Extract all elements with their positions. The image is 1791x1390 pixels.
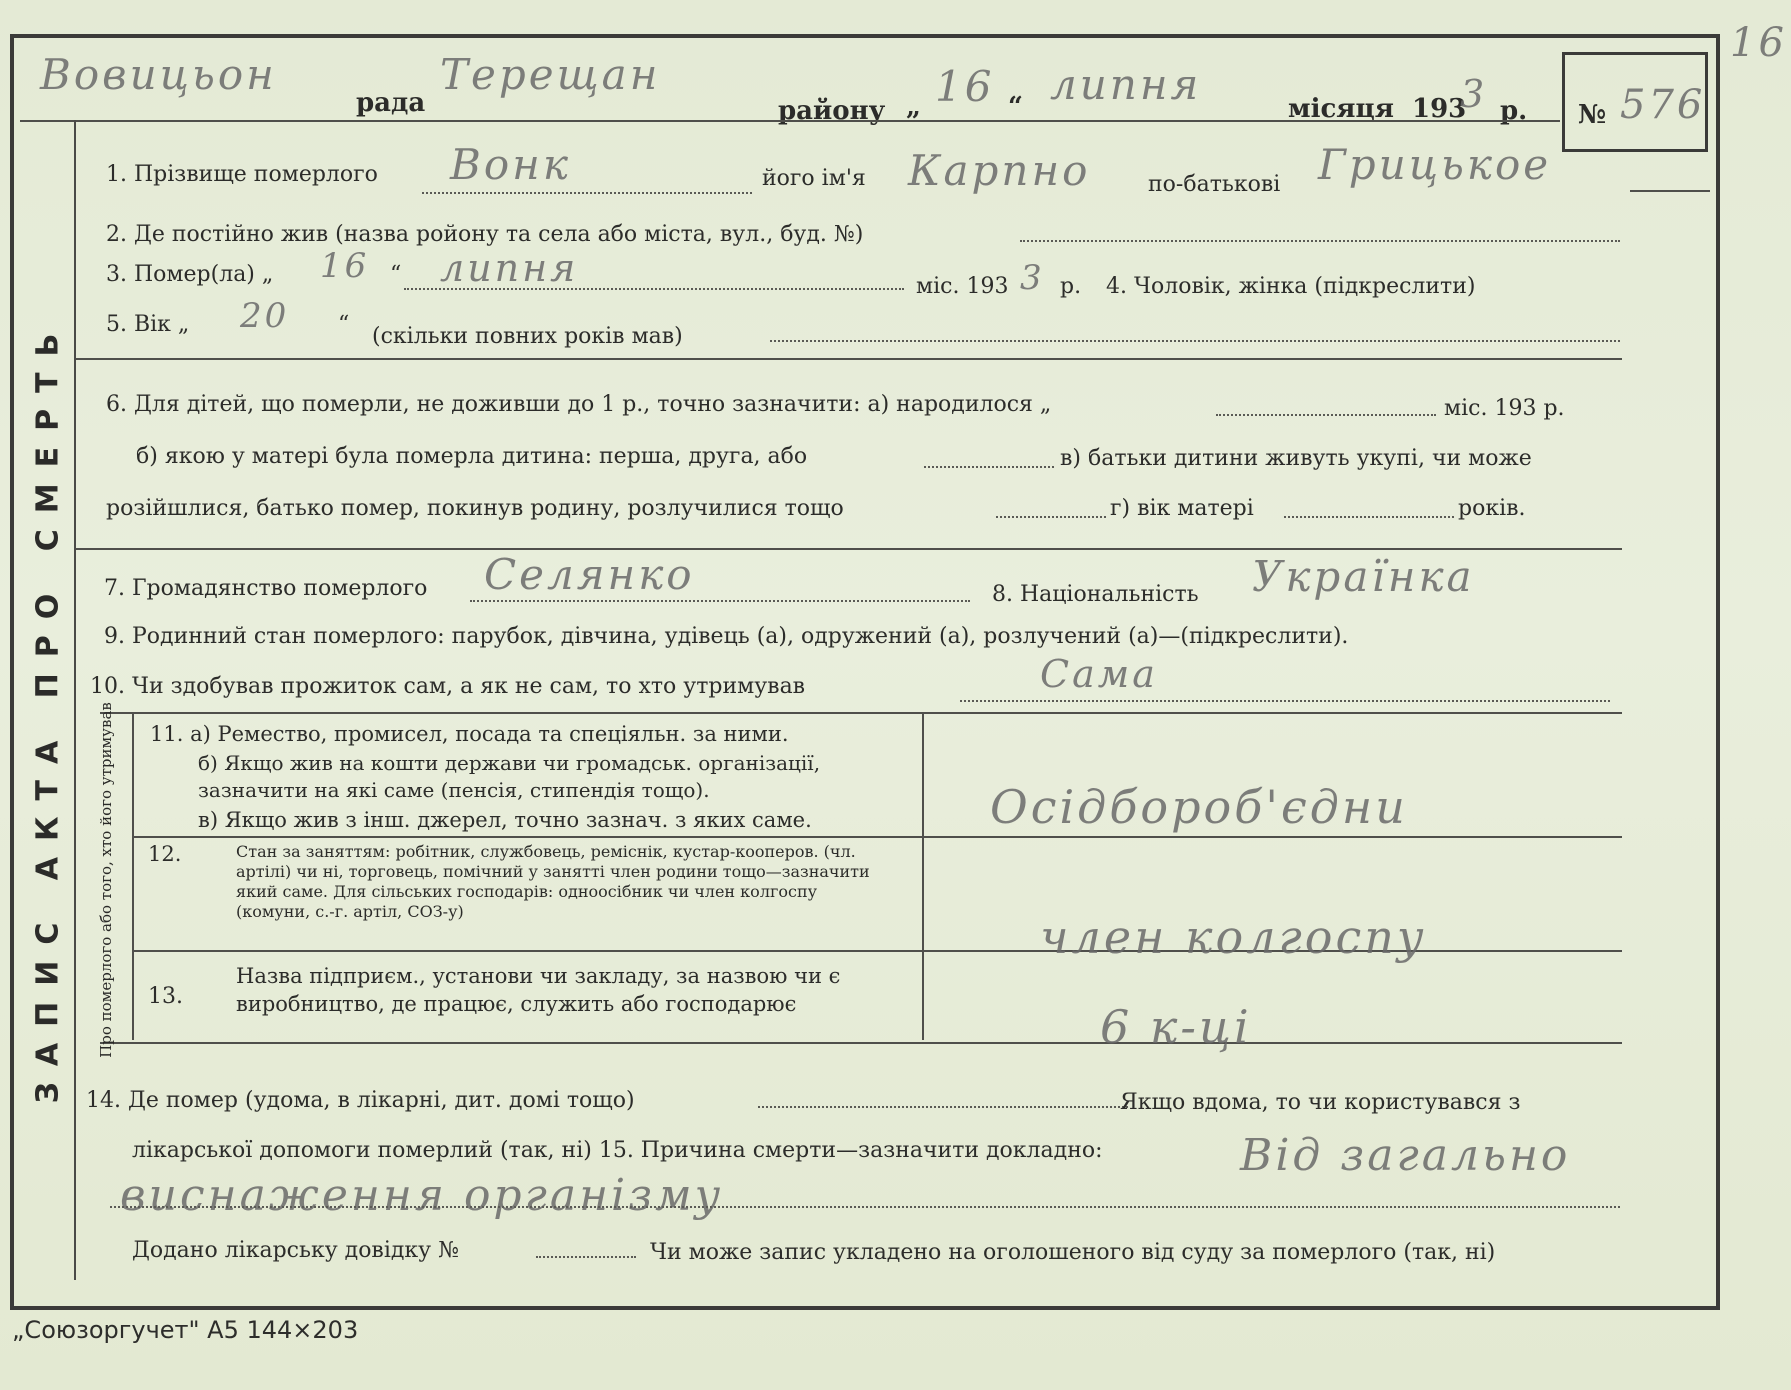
field-6-line3: розійшлися, батько помер, покинув родину, розлучилися тощо <box>106 496 844 521</box>
field-8-value: Українка <box>1252 552 1475 601</box>
field-12-num: 12. <box>148 842 182 866</box>
field-10-label: 10. Чи здобував прожиток сам, а як не сам, то хто утримував <box>90 674 806 699</box>
field-3-r: р. <box>1060 274 1082 299</box>
field-11-value: Осідбороб'єдни <box>990 780 1408 834</box>
field-15-line <box>110 1206 1620 1208</box>
field-12-text: Стан за заняттям: робітник, службовець, реміснік, кустар-кооперов. (чл. артілі) чи ні, торговець, помічний у занятті член родини тощо—зазначити який саме. Для сільських господарів: одноосібник чи член колгоспу (комуни, с.-г. артіл, СОЗ-у) <box>236 842 870 921</box>
field-2-line <box>1020 240 1620 242</box>
field-16-rest: Чи може запис укладено на оголошеного від суду за померлого (так, ні) <box>650 1240 1496 1265</box>
day-quote-close: “ <box>1008 92 1023 122</box>
field-8-label: 8. Національність <box>992 582 1199 607</box>
field-11a: 11. а) Ремество, промисел, посада та спеціяльн. за ними. <box>150 722 789 746</box>
field-14-line <box>758 1106 1128 1108</box>
month-handwritten: липня <box>1050 60 1202 109</box>
raion-handwritten: Терещан <box>440 50 661 99</box>
field-13-value: 6 к-ці <box>1100 1000 1252 1054</box>
field-1-name-label: його ім'я <box>762 166 866 191</box>
field-11c: в) Якщо жив з інш. джерел, точно зазнач. з яких саме. <box>198 808 812 832</box>
raion-label: району <box>778 96 886 126</box>
field-1-patronymic: Грицькое <box>1318 140 1552 189</box>
field-1-patronymic-label: по-батькові <box>1148 172 1281 197</box>
field-13-num: 13. <box>148 984 183 1009</box>
field-6-line2-blank <box>924 466 1054 468</box>
field-2-label: 2. Де постійно жив (назва ройону та села або міста, вул., буд. №) <box>106 222 864 247</box>
side-note: Про померлого або того, хто його утримував <box>97 702 116 1058</box>
field-4-label: 4. Чоловік, жінка (підкреслити) <box>1106 274 1476 299</box>
field-3-mis: міс. 193 <box>916 274 1009 299</box>
rada-label: рада <box>356 88 426 118</box>
field-5-quote: “ <box>338 312 350 337</box>
field-5-line <box>770 340 1620 342</box>
field-6-line2-end: в) батьки дитини живуть укупі, чи може <box>1060 446 1532 471</box>
field-11b: б) Якщо жив на кошти держави чи громадськ. організації, зазначити на які саме (пенсія, стипендія тощо). <box>198 751 821 802</box>
field-5-rest: (скільки повних років мав) <box>372 324 683 349</box>
day-quote-open: „ <box>906 92 921 122</box>
side-title: ЗАПИС АКТА ПРО СМЕРТЬ <box>30 317 66 1103</box>
field-3-day: 16 <box>320 246 370 286</box>
field-3-year: 3 <box>1020 258 1045 298</box>
field-1-box-edge <box>1630 190 1710 192</box>
field-5-age: 20 <box>240 296 290 336</box>
section-11-12-separator <box>132 836 1622 838</box>
corner-mark: 16 <box>1730 20 1787 66</box>
field-1-name: Карпно <box>908 146 1091 195</box>
field-6-line1-blank <box>1216 414 1436 416</box>
month-label: місяця <box>1288 94 1394 124</box>
section-11-mid-line <box>922 712 924 1040</box>
rada-handwritten: Вовицьон <box>40 50 277 99</box>
field-3-label: 3. Помер(ла) „ <box>106 262 274 287</box>
field-7-value: Селянко <box>484 550 695 599</box>
field-15-value-a: Від загально <box>1240 1130 1571 1181</box>
field-16-label: Додано лікарську довідку № <box>132 1238 459 1263</box>
print-footer: „Союзоргучет" А5 144×203 <box>12 1316 359 1344</box>
field-14-mid: Якщо вдома, то чи користувався з <box>1120 1090 1521 1115</box>
field-3-quote: “ <box>390 262 402 287</box>
number-label: № <box>1578 100 1607 130</box>
field-1-label: 1. Прізвище померлого <box>106 162 378 187</box>
number-handwritten: 576 <box>1620 82 1706 128</box>
field-6-line3-blank2 <box>1284 516 1454 518</box>
field-6-line1: 6. Для дітей, що померли, не доживши до 1 р., точно зазначити: а) народилося „ <box>106 392 1052 417</box>
year-printed: 193 <box>1412 94 1467 124</box>
field-9-label: 9. Родинний стан померлого: парубок, дівчина, удівець (а), одружений (а), розлучений (а)—(підкреслити). <box>104 624 1349 649</box>
separator-6-7 <box>76 548 1622 550</box>
field-3-line <box>404 288 904 290</box>
field-14-line2: лікарської допомоги померлий (так, ні) 15. Причина смерти—зазначити докладно: <box>132 1138 1103 1163</box>
field-10-line <box>960 700 1610 702</box>
field-12-value: член колгоспу <box>1040 910 1427 964</box>
field-7-label: 7. Громадянство померлого <box>104 576 428 601</box>
field-10-value: Сама <box>1040 652 1158 696</box>
field-1-surname-line <box>422 192 752 194</box>
field-6-line3-mid: г) вік матері <box>1110 496 1254 521</box>
year-handwritten: 3 <box>1460 72 1488 116</box>
field-15-value-b: виснаження організму <box>120 1170 724 1221</box>
field-6-line3-blank <box>996 516 1106 518</box>
field-3-month: липня <box>440 246 579 290</box>
field-1-surname: Вонк <box>450 140 571 189</box>
field-5-label: 5. Вік „ <box>106 312 190 337</box>
field-13-text: Назва підприєм., установи чи закладу, за назвою чи є виробництво, де працює, служить або господарює <box>236 964 841 1016</box>
field-16-line <box>536 1256 636 1258</box>
field-6-line1-end: міс. 193 р. <box>1444 396 1565 421</box>
field-7-line <box>470 600 970 602</box>
field-6-line3-end: років. <box>1458 496 1526 521</box>
field-6-line2: б) якою у матері була померла дитина: перша, друга, або <box>136 444 808 469</box>
day-handwritten: 16 <box>935 62 995 111</box>
field-14-label: 14. Де помер (удома, в лікарні, дит. домі тощо) <box>86 1088 635 1113</box>
year-suffix: р. <box>1500 96 1528 126</box>
separator-5-6 <box>76 358 1622 360</box>
